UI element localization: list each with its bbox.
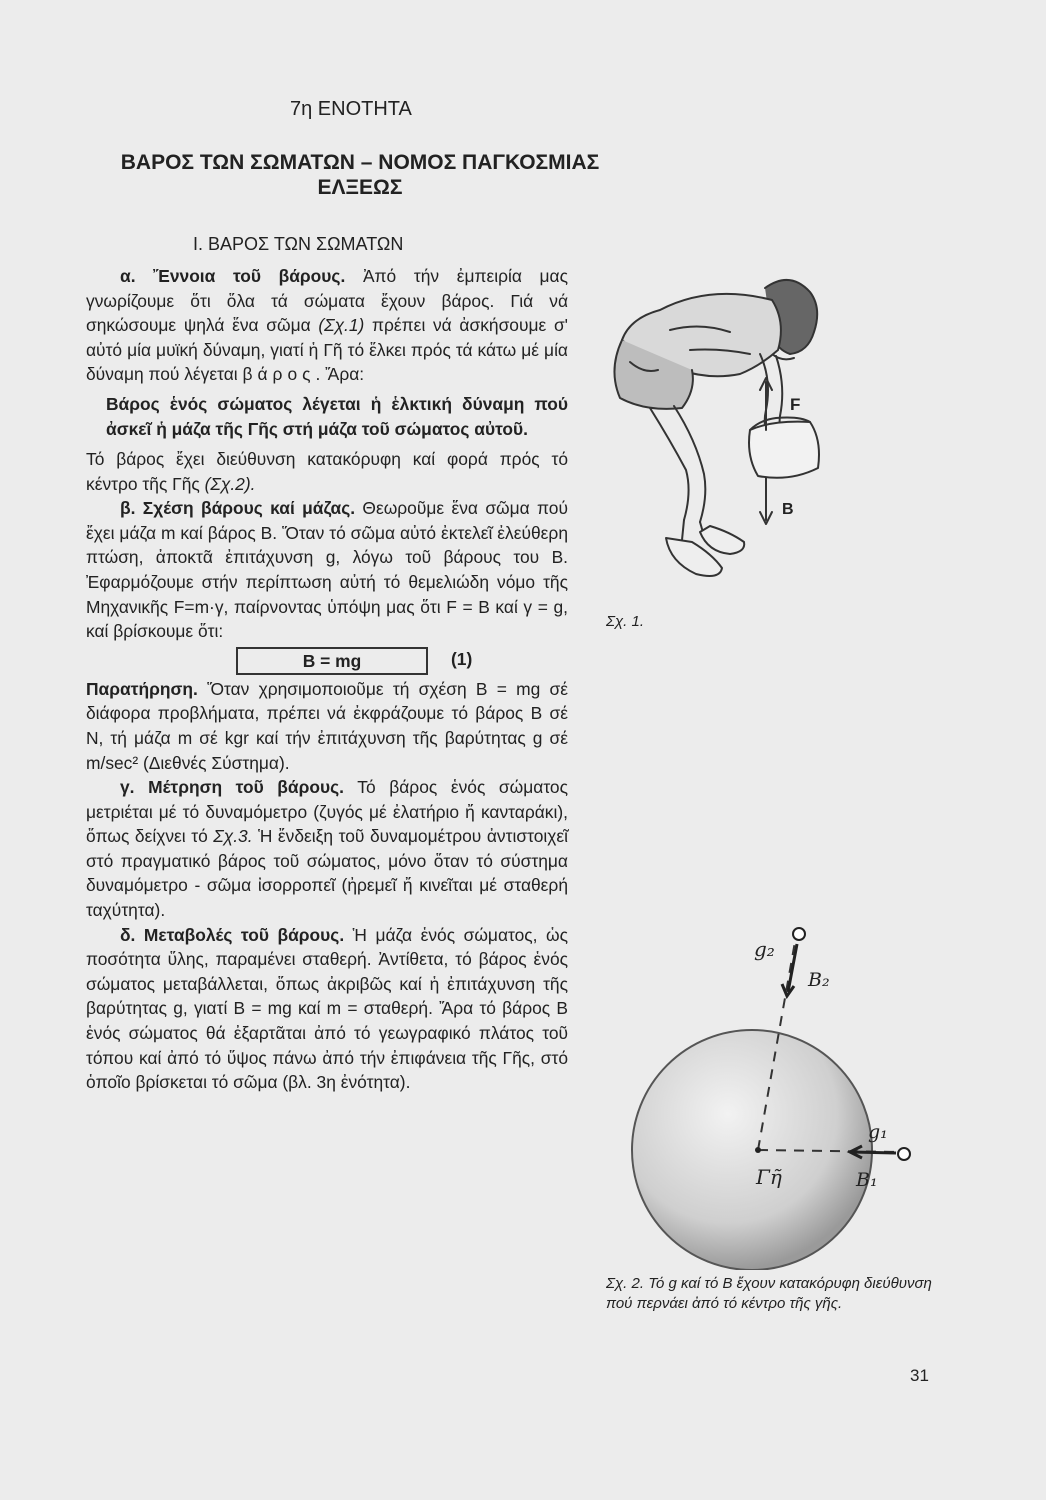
earth-sphere xyxy=(632,1030,872,1270)
label-g1: g₁ xyxy=(868,1121,888,1143)
paragraph-measurement: γ. Μέτρηση τοῦ βάρους. Τό βάρος ἑνός σώματος μετριέται μέ τό δυναμόμετρο (ζυγός μέ ἐλατήριο ἤ κανταράκι), ὅπως δείχνει τό Σχ.3. Ἡ ἔνδειξη τοῦ δυναμομέτρου ἀντιστοιχεῖ στό πραγματικό βάρος τοῦ σώματος, μόνο ὅταν τό σύστημα δυναμόμετρο - σῶμα ἰσορροπεῖ (ἠρεμεῖ ἤ κινεῖται μέ σταθερή ταχύτητα). xyxy=(86,777,568,921)
paragraph-weight-mass: β. Σχέση βάρους καί μάζας. Θεωροῦμε ἕνα σῶμα πού ἔχει μάζα m καί βάρος Β. Ὅταν τό σῶμα αὐτό ἐκτελεῖ ἐλεύθερη πτώση, ἀποκτᾶ ἐπιτάχυνση g, λόγω τοῦ βάρους του Β. Ἐφαρμόζουμε στήν περίπτωση αὐτή τό θεμελιώδη νόμο τῆς Μηχανικῆς F=m·γ, παίρνοντας ὑπόψη μας ὅτι F = Β καί γ = g, καί βρίσκουμε ὅτι: xyxy=(86,498,568,642)
page-number: 31 xyxy=(910,1366,929,1385)
figure-2-earth-gravity xyxy=(600,900,940,1270)
page-title: ΒΑΡΟΣ ΤΩΝ ΣΩΜΑΤΩΝ – ΝΟΜΟΣ ΠΑΓΚΟΣΜΙΑΣ ΕΛΞΕΩΣ xyxy=(120,151,600,199)
formula-number: (1) xyxy=(451,648,473,669)
paragraph-note: Παρατήρηση. Ὅταν χρησιμοποιοῦμε τή σχέση Β = mg σέ διάφορα προβλήματα, πρέπει νά ἐκφράζουμε τό βάρος Β σέ Ν, τή μάζα m σέ kgr καί τήν ἐπιτάχυνση τῆς βαρύτητας g σέ m/sec² (Διεθνές Σύστημα). xyxy=(86,678,568,773)
label-b2: Β₂ xyxy=(808,969,830,991)
figure-2-caption: Σχ. 2. Τό g καί τό Β ἔχουν κατακόρυφη διεύθυνση πού περνάει ἀπό τό κέντρο τῆς γῆς. xyxy=(606,1275,932,1312)
paragraph-variations: δ. Μεταβολές τοῦ βάρους. Ἡ μάζα ἑνός σώματος, ὡς ποσότητα ὕλης, παραμένει σταθερή. Ἀντίθετα, τό βάρος ἑνός σώματος μεταβάλλεται, ὅπως ἀκριβῶς καί ἡ ἐπιτάχυνση τῆς βαρύτητας g, γιατί Β = mg καί m = σταθερή. Ἄρα τό βάρος Β ἑνός σώματος θά ἐξαρτᾶται ἀπό τό γεωγραφικό πλάτος τοῦ τόπου καί ἀπό τό ὕψος πάνω ἀπό τήν ἐπιφάνεια τῆς Γῆς, στό ὁποῖο βρίσκεται τό σῶμα (βλ. 3η ἐνότητα). xyxy=(86,924,568,1093)
label-b1: Β₁ xyxy=(856,1169,878,1191)
spaced-term: βάρος xyxy=(242,364,316,385)
label-g2: g₂ xyxy=(754,937,775,961)
subheading-b: β. Σχέση βάρους καί μάζας. xyxy=(120,498,356,519)
fig1-label-b: Β xyxy=(782,501,794,518)
subheading-a: α. Ἔννοια τοῦ βάρους. xyxy=(120,266,346,286)
label-earth: Γῆ xyxy=(756,1165,782,1189)
formula-box: Β = mg xyxy=(236,647,428,675)
main-text-column xyxy=(86,264,568,1095)
paragraph-direction: Τό βάρος ἔχει διεύθυνση κατακόρυφη καί φορά πρός τό κέντρο τῆς Γῆς (Σχ.2). xyxy=(86,448,568,494)
chapter-label: 7η ΕΝΟΤΗΤΑ xyxy=(290,98,412,120)
figure-1-caption: Σχ. 1. xyxy=(606,613,645,630)
note-heading: Παρατήρηση. xyxy=(86,678,198,699)
section-heading: Ι. ΒΑΡΟΣ ΤΩΝ ΣΩΜΑΤΩΝ xyxy=(193,234,404,254)
definition-block: Βάρος ἑνός σώματος λέγεται ἡ ἑλκτική δύναμη πού ἀσκεῖ ἡ μάζα τῆς Γῆς στή μάζα τοῦ σώματος αὐτοῦ. xyxy=(106,393,568,439)
subheading-d: δ. Μεταβολές τοῦ βάρους. xyxy=(120,924,345,945)
paragraph-concept: α. Ἔννοια τοῦ βάρους. Ἀπό τήν ἐμπειρία μας γνωρίζουμε ὅτι ὅλα τά σώματα ἔχουν βάρος. Γιά νά σηκώσουμε ψηλά ἕνα σῶμα (Σχ.1) πρέπει νά ἀσκήσουμε σ' αὐτό μία μυϊκή δύναμη, γιατί ἡ Γῆ τό ἕλκει πρός τά κάτω μέ μία δύναμη πού λέγεται βάρος. Ἄρα: xyxy=(86,266,568,385)
subheading-c: γ. Μέτρηση τοῦ βάρους. xyxy=(120,777,344,798)
fig1-label-f: F xyxy=(790,395,801,414)
figure-1-person-lifting xyxy=(600,270,840,590)
formula-line xyxy=(86,646,568,676)
